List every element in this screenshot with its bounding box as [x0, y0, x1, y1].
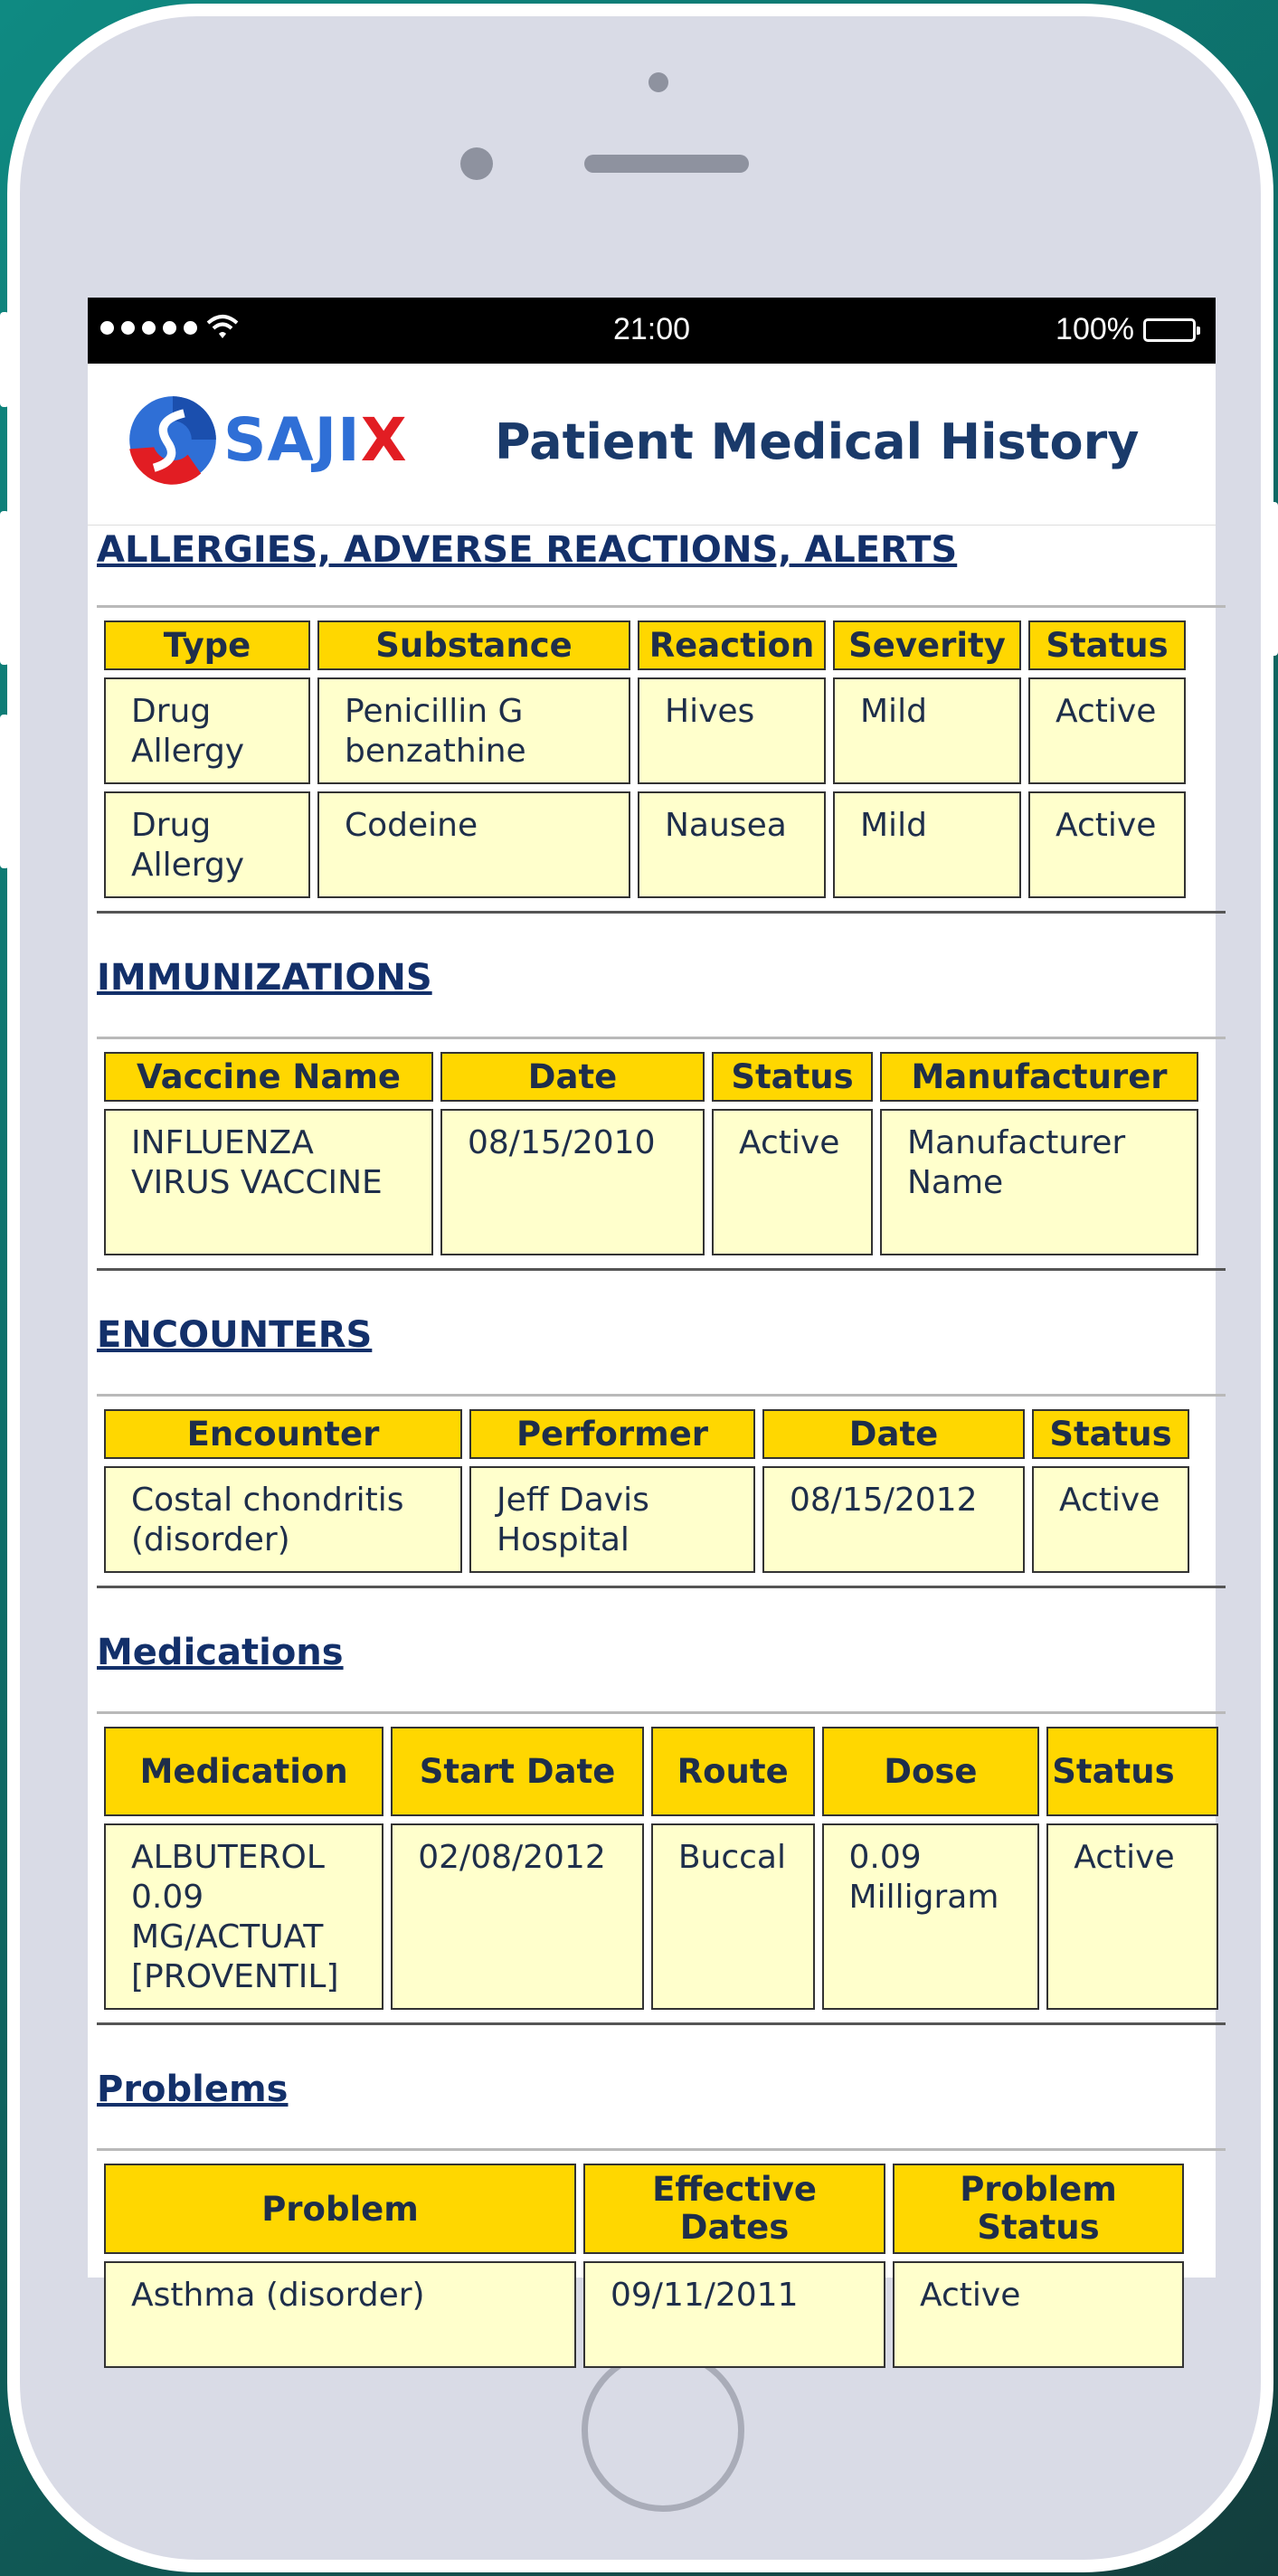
table-cell: Penicillin G benzathine	[317, 677, 630, 784]
immunizations-title[interactable]: IMMUNIZATIONS	[97, 957, 432, 999]
table-cell: Active	[1046, 1823, 1218, 2010]
table-row	[104, 1109, 1198, 1255]
column-header: Effective Dates	[583, 2164, 885, 2254]
column-header: Problem Status	[893, 2164, 1184, 2254]
table-cell: Active	[893, 2261, 1184, 2368]
table-cell: Hives	[638, 677, 826, 784]
table-cell: Mild	[833, 677, 1021, 784]
battery-icon	[1143, 318, 1196, 342]
column-header: Problem	[104, 2164, 576, 2254]
table-row	[104, 677, 1186, 784]
table-header-row	[104, 1052, 1198, 1102]
immunizations-table-box	[97, 1037, 1226, 1271]
battery-percent: 100%	[1056, 312, 1134, 346]
medications-table-box	[97, 1711, 1226, 2025]
page-title: Patient Medical History	[495, 413, 1140, 470]
phone-speaker	[584, 155, 749, 173]
table-header-row	[104, 2164, 1184, 2254]
table-cell: INFLUENZA VIRUS VACCINE	[104, 1109, 433, 1255]
encounters-title[interactable]: ENCOUNTERS	[97, 1314, 373, 1356]
table-cell: Jeff Davis Hospital	[469, 1466, 755, 1573]
allergies-table	[97, 613, 1193, 905]
column-header: Vaccine Name	[104, 1052, 433, 1102]
immunizations-table	[97, 1045, 1206, 1263]
table-cell: Mild	[833, 791, 1021, 898]
column-header: Status	[712, 1052, 873, 1102]
table-cell: Codeine	[317, 791, 630, 898]
medications-table	[97, 1719, 1226, 2017]
column-header: Substance	[317, 620, 630, 670]
table-row	[104, 2261, 1184, 2368]
side-button-power[interactable]	[1269, 502, 1278, 656]
sajix-wordmark: SAJIX	[223, 404, 408, 475]
table-header-row	[104, 1409, 1189, 1459]
table-cell: Active	[1032, 1466, 1189, 1573]
sajix-logo-icon	[126, 393, 220, 487]
encounters-table-box	[97, 1394, 1226, 1588]
table-cell: 0.09 Milligram	[822, 1823, 1040, 2010]
column-header: Severity	[833, 620, 1021, 670]
status-bar	[88, 298, 1216, 364]
column-header: Manufacturer	[880, 1052, 1198, 1102]
column-header: Performer	[469, 1409, 755, 1459]
column-header: Date	[762, 1409, 1025, 1459]
column-header: Status	[1046, 1727, 1218, 1816]
table-cell: Nausea	[638, 791, 826, 898]
table-cell: Drug Allergy	[104, 791, 310, 898]
medications-title[interactable]: Medications	[97, 1632, 344, 1673]
table-cell: Drug Allergy	[104, 677, 310, 784]
table-header-row	[104, 1727, 1218, 1816]
table-row	[104, 791, 1186, 898]
allergies-title[interactable]: ALLERGIES, ADVERSE REACTIONS, ALERTS	[97, 529, 958, 571]
column-header: Encounter	[104, 1409, 462, 1459]
table-cell: ALBUTEROL 0.09 MG/ACTUAT [PROVENTIL]	[104, 1823, 383, 2010]
table-header-row	[104, 620, 1186, 670]
table-cell: Active	[1028, 677, 1186, 784]
table-cell: Asthma (disorder)	[104, 2261, 576, 2368]
column-header: Start Date	[391, 1727, 644, 1816]
status-time: 21:00	[612, 312, 691, 346]
table-cell: Active	[1028, 791, 1186, 898]
phone-sensor	[460, 147, 493, 180]
side-button-volume-down[interactable]	[0, 715, 9, 868]
table-row	[104, 1823, 1218, 2010]
phone-frame	[7, 4, 1273, 2572]
problems-table	[97, 2156, 1191, 2375]
column-header: Route	[651, 1727, 815, 1816]
side-button-volume-up[interactable]	[0, 511, 9, 665]
table-cell: 08/15/2012	[762, 1466, 1025, 1573]
table-cell: Active	[712, 1109, 873, 1255]
table-cell: Manufacturer Name	[880, 1109, 1198, 1255]
side-button-silent[interactable]	[0, 312, 9, 407]
problems-title[interactable]: Problems	[97, 2069, 289, 2110]
column-header: Status	[1032, 1409, 1189, 1459]
app-header	[88, 364, 1216, 526]
problems-table-box	[97, 2148, 1226, 2381]
phone-screen	[88, 298, 1216, 2314]
battery-status	[1056, 312, 1196, 347]
table-cell: Costal chondritis (disorder)	[104, 1466, 462, 1573]
encounters-table	[97, 1402, 1197, 1580]
table-row	[104, 1466, 1189, 1573]
table-cell: 09/11/2011	[583, 2261, 885, 2368]
table-cell: 08/15/2010	[440, 1109, 705, 1255]
column-header: Dose	[822, 1727, 1040, 1816]
column-header: Medication	[104, 1727, 383, 1816]
history-content	[88, 529, 1216, 2381]
column-header: Status	[1028, 620, 1186, 670]
column-header: Date	[440, 1052, 705, 1102]
table-cell: Buccal	[651, 1823, 815, 2010]
table-cell: 02/08/2012	[391, 1823, 644, 2010]
column-header: Type	[104, 620, 310, 670]
allergies-table-box	[97, 605, 1226, 914]
column-header: Reaction	[638, 620, 826, 670]
sajix-logo	[126, 393, 408, 487]
phone-camera	[648, 72, 668, 92]
